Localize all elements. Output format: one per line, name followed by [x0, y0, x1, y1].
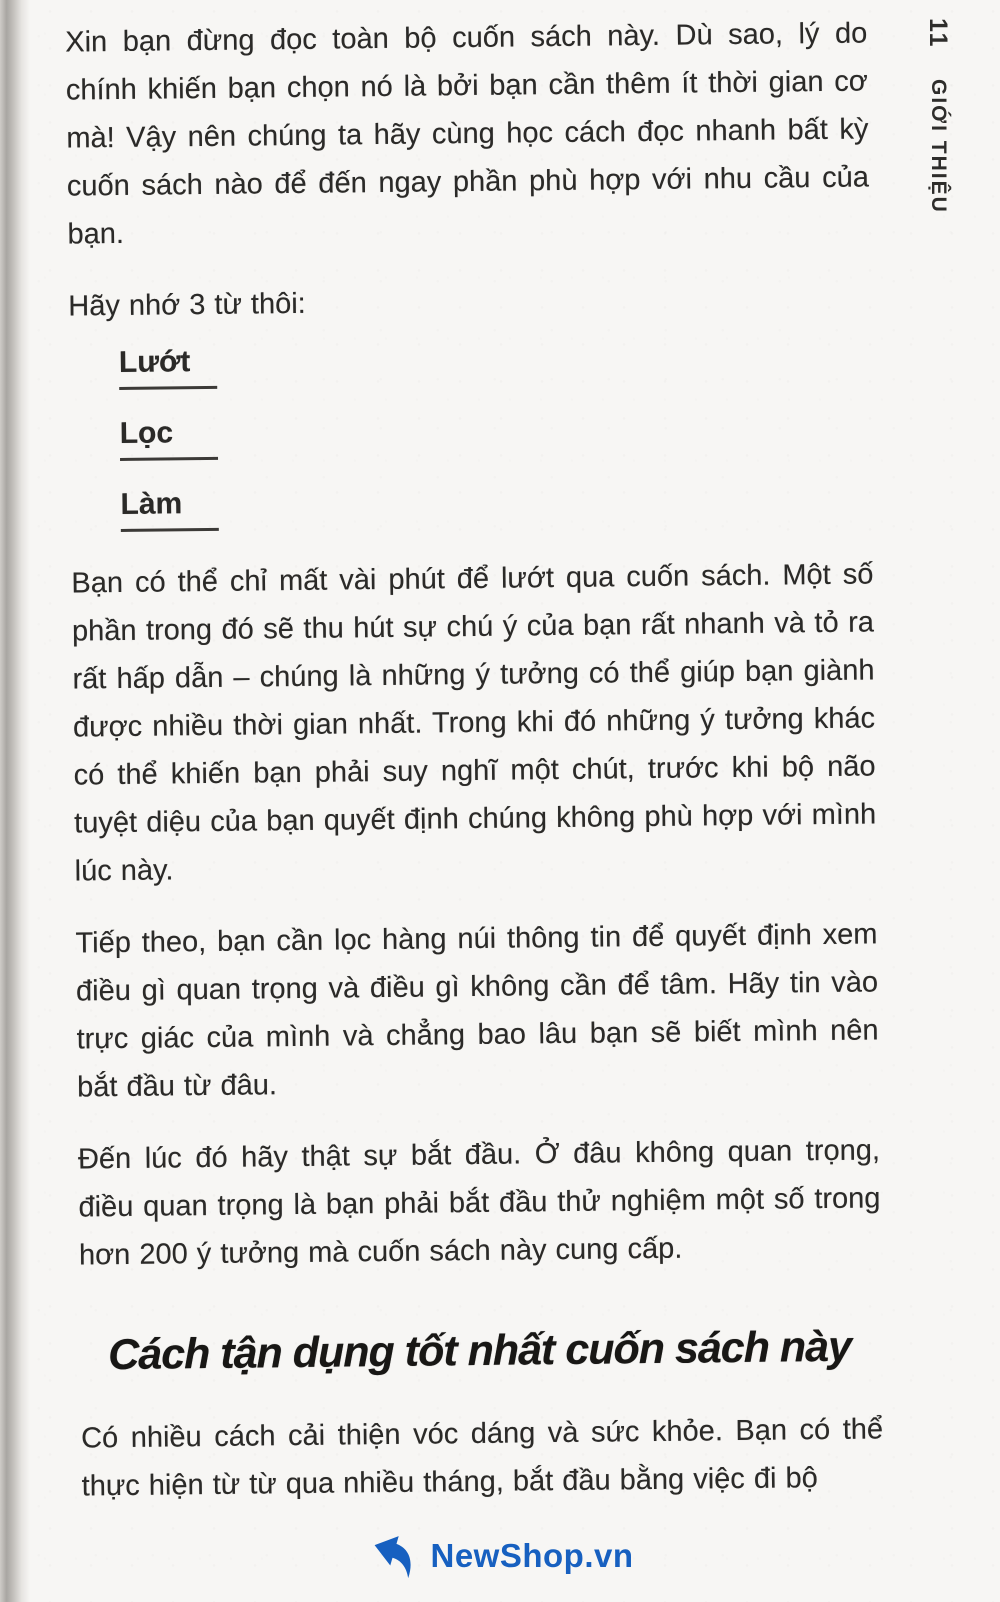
- paragraph-do: Đến lúc đó hãy thật sự bắt đầu. Ở đâu không quan trọng, điều quan trọng là bạn phải bắt đầu thử nghiệm một số trong hơn 200 ý tưởng mà cuốn sách này cung cấp.: [77, 1134, 881, 1272]
- keyword-underlined: Làm: [120, 487, 218, 532]
- keyword-item: [120, 479, 872, 532]
- paragraph-intro: Xin bạn đừng đọc toàn bộ cuốn sách này. Dù sao, lý do chính khiến bạn chọn nó là bởi bạn cần thêm ít thời gian cơ mà! Vậy nên chúng ta hãy cùng học cách đọc nhanh bất kỳ cuốn sách nào để đến ngay phần phù hợp với nhu cầu của bạn.: [65, 17, 870, 251]
- newshop-arrow-icon: [366, 1532, 420, 1580]
- newshop-watermark: [0, 1532, 1000, 1580]
- section-title-vertical: GIỚI THIỆU: [927, 78, 950, 214]
- page-content: [65, 9, 884, 1510]
- page-margin-sidebar: [923, 18, 952, 214]
- keyword-item: [120, 408, 872, 461]
- section-heading: Cách tận dụng tốt nhất cuốn sách này: [107, 1322, 852, 1380]
- keyword-underlined: Lướt: [119, 345, 217, 390]
- page-gutter-shadow: [0, 0, 30, 1602]
- page-number: 11: [924, 18, 952, 49]
- keyword-list: [69, 337, 873, 532]
- keyword-item: [119, 337, 871, 390]
- paragraph-skim: Bạn có thể chỉ mất vài phút để lướt qua cuốn sách. Một số phần trong đó sẽ thu hút sự chú ý của bạn rất nhanh và tỏ ra rất hấp dẫn – chúng là những ý tưởng có thể giúp bạn giành được nhiều thời gian nhất. Trong khi đó những ý tưởng khác có thể khiến bạn phải suy nghĩ một chút, trước khi bộ não tuyệt diệu của bạn quyết định chúng không phù hợp với mình lúc này.: [71, 558, 877, 888]
- paragraph-filter: Tiếp theo, bạn cần lọc hàng núi thông tin để quyết định xem điều gì quan trọng và điều gì không cần để tâm. Hãy tin vào trực giác của mình và chẳng bao lâu bạn sẽ biết mình nên bắt đầu từ đâu.: [75, 918, 879, 1104]
- remember-line: Hãy nhớ 3 từ thôi:: [68, 287, 306, 323]
- newshop-logo-text: NewShop.vn: [430, 1537, 634, 1574]
- paragraph-closing: Có nhiều cách cải thiện vóc dáng và sức khỏe. Bạn có thể thực hiện từ từ qua nhiều tháng, bắt đầu bằng việc đi bộ: [80, 1413, 884, 1503]
- keyword-underlined: Lọc: [120, 416, 218, 461]
